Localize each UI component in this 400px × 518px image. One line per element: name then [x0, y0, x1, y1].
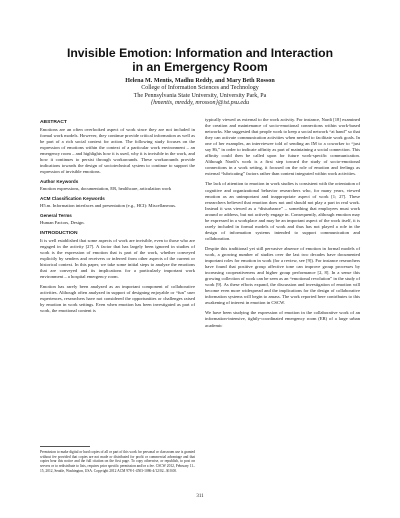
acm-text: H5.m. Information interfaces and presentation (e.g., HCI): Miscellaneous. [40, 203, 177, 209]
page-number: 311 [196, 494, 204, 499]
terms-heading: General Terms [40, 213, 72, 219]
intro-paragraph-1: It is well established that some aspects of work are invisible, even to those who are engaged in the activity [27]. A factor that has largely been ignored in studies of work is the expression of emotion that is part of the work, whether conveyed explicitly by senders and receivers or inferred from other aspects of the current or historical context. In this paper, we take some initial steps to analyze the emotions that are conveyed and its implications for a particularly important work environment – a hospital emergency room. [40, 237, 195, 279]
right-paragraph-2: The lack of attention to emotion in work studies is consistent with the orientation of cognitive and organizational behavior researchers who, for many years, viewed emotion as an unimportant and inappropriate aspect of work [1; 27]. These researchers believed that emotion does not and should not play a part in real work. Instead it was viewed as a “disturbance” – something that employees must work around or address, but not actively engage in. Consequently, although emotion may be expressed in a workplace and may be an important aspect of the work itself, it is rarely included in formal models of work and thus has not played a role in the design of information systems intended to support communication and collaboration. [205, 181, 360, 241]
affiliation-college: College of Information Sciences and Technology [141, 85, 259, 92]
right-paragraph-3: Despite this traditional yet still pervasive absence of emotion in formal models of work, a growing number of studies over the last two decades have documented important roles for emotion in work (for a review, see [9]). For instance researchers have found that positive group affective tone can improve group processes by increasing cooperativeness and higher group performance [2, 8]. In a sense this growing collection of work can be seen as an “emotional revolution” in the study of work [9]. As these efforts expand, the discussion and investigation of emotion will become even more widespread and the implications for the design of collaborative information systems will begin to amass. The work reported here contributes to this awakening of interest in emotion in CSCW. [205, 245, 360, 306]
right-paragraph-1: typically viewed as external to the work activity. For instance, Nardi [18] examined the creation and maintenance of socio-emotional connections within work-based networks. She suggested that people work to keep a social network “at hand” so that they can activate communication activities when needed to facilitate work goals. In one of her examples, an interviewee told of sending an IM to a coworker to “just say Hi,” in order to indicate affinity as part of maintaining a social connection. This affinity could then be called upon for future work-specific communication. Although Nardi’s work is a first step toward the study of socio-emotional connections in a work setting, it focused on the role of emotion and feelings as external “lubricating” factors rather than content integrated within work activities. [205, 117, 360, 177]
acm-heading: ACM Classification Keywords [40, 196, 105, 202]
author-emails: {hmentis, mreddy, mrosson}@ist.psu.edu [150, 100, 250, 107]
abstract-text: Emotions are an often overlooked aspect of work since they are not included in formal work models. However, they continue provide critical information as well as be part of a rich social context for action. The following study focuses on the expression of emotions within the context of a particular work environment – an emergency room – and highlights how it is used, why it is invisible in the work, and how it continues to persist through workarounds. These workarounds provide indications towards the design of sociotechnical system to continue to support the expression of invisible emotions. [40, 127, 195, 175]
right-paragraph-4: We have been studying the expression of emotion in the collaborative work of an information-intensive, tightly-coordinated emergency room (ER) of a large urban academic [205, 310, 360, 328]
author-block [0, 78, 400, 108]
title-line-2: in an Emergency Room [132, 60, 268, 74]
title-line-1: Invisible Emotion: Information and Interaction [66, 46, 334, 60]
terms-text: Human Factors, Design. [40, 220, 85, 226]
right-column [205, 117, 360, 333]
footnote-divider [40, 446, 90, 447]
paper-title [0, 46, 400, 74]
intro-paragraph-2: Emotion has rarely been analyzed as an important component of collaborative activities. Although often analyzed in support of designing enjoyable or “fun” user experiences, researchers have not considered the opportunities or challenges raised by emotion in work settings. Even when emotion has been investigated as part of work, the emotional content is [40, 283, 195, 314]
left-column [40, 117, 195, 318]
keywords-text: Emotion expressions, documentation, ER, healthcare, articulation work [40, 186, 172, 192]
copyright-footnote: Permission to make digital or hard copies of all or part of this work for personal or classroom use is granted without fee provided that copies are not made or distributed for profit or commercial advantage and that copies bear this notice and the full citation on the first page. To copy otherwise, or republish, to post on servers or to redistribute to lists, requires prior specific permission and/or a fee. CSCW 2012, February 11–15, 2012, Seattle, Washington, USA. Copyright 2012 ACM 978-1-4503-1086-4/12/02...$10.00. [40, 450, 195, 473]
author-names: Helena M. Mentis, Madhu Reddy, and Mary Beth Rosson [125, 78, 275, 84]
affiliation-university: The Pennsylvania State University, University Park, Pa [133, 92, 267, 99]
keywords-heading: Author Keywords [40, 179, 79, 185]
introduction-heading: INTRODUCTION [40, 230, 78, 236]
abstract-heading: ABSTRACT [40, 120, 67, 125]
